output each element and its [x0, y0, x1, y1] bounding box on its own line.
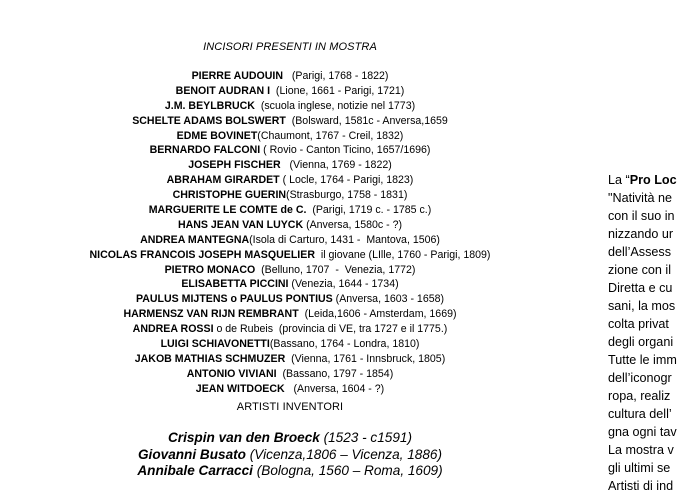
engraver-row	[0, 114, 580, 129]
engraver-name: CHRISTOPHE GUERIN	[172, 189, 287, 202]
engraver-row	[0, 203, 580, 218]
engraver-info: ( Locle, 1764 - Parigi, 1823)	[279, 174, 414, 187]
engraver-row	[0, 69, 580, 84]
description-line: zione con il	[608, 263, 672, 277]
description-line: con il suo in	[608, 209, 675, 223]
artist-row	[0, 430, 580, 447]
engraver-info: (Bassano, 1764 - Londra, 1810)	[269, 338, 420, 351]
engraver-name: PAULUS MIJTENS o PAULUS PONTIUS	[135, 293, 333, 306]
description-line: nizzando ur	[608, 227, 674, 241]
engraver-row	[0, 248, 580, 263]
engraver-name: JEAN WITDOECK	[195, 382, 285, 395]
engraver-row	[0, 307, 580, 322]
engraver-name: SCHELTE ADAMS BOLSWERT	[132, 114, 286, 127]
engraver-row	[0, 158, 580, 173]
engraver-row	[0, 129, 580, 144]
engraver-row	[0, 322, 580, 337]
engraver-row	[0, 99, 580, 114]
description-line: "Natività ne	[608, 191, 672, 205]
engraver-name: LUIGI SCHIAVONETTI	[160, 338, 270, 351]
artist-row	[0, 447, 580, 464]
engraver-name: ANDREA ROSSI	[132, 323, 214, 336]
engraver-row	[0, 143, 580, 158]
description-line: Diretta e cu	[608, 281, 673, 295]
engraver-info: (Vienna, 1769 - 1822)	[280, 159, 392, 172]
description-line: degli organi	[608, 335, 674, 349]
engraver-row	[0, 292, 580, 307]
engraver-name: JAKOB MATHIAS SCHMUZER	[134, 352, 286, 365]
artist-info: (1523 - c1591)	[319, 430, 413, 445]
engraver-row	[0, 277, 580, 292]
engraver-info: (Parigi, 1768 - 1822)	[283, 70, 389, 82]
engraver-info: (Parigi, 1719 c. - 1785 c.)	[306, 204, 432, 217]
engraver-name: BENOIT AUDRAN I	[175, 84, 271, 97]
engraver-info: (Lione, 1661 - Parigi, 1721)	[270, 84, 405, 97]
description-line: cultura dell’	[608, 407, 672, 421]
engraver-info: (Belluno, 1707 - Venezia, 1772)	[255, 263, 416, 276]
description-line: Artisti di ind	[608, 479, 674, 493]
description-lines	[608, 189, 680, 495]
artist-info: (Vicenza,1806 – Vicenza, 1886)	[246, 446, 442, 462]
engraver-row	[0, 263, 580, 278]
engraver-row	[0, 218, 580, 233]
engraver-name: HANS JEAN VAN LUYCK	[177, 218, 304, 231]
engraver-info: (Vienna, 1761 - Innsbruck, 1805)	[285, 352, 446, 365]
artist-name: Giovanni Busato	[137, 446, 246, 462]
description-line: ropa, realiz	[608, 389, 671, 403]
description-line: colta privat	[608, 317, 669, 331]
engraver-row	[0, 173, 580, 188]
engraver-info: (Strasburgo, 1758 - 1831)	[286, 189, 408, 202]
engraver-info: il giovane (LIlle, 1760 - Parigi, 1809)	[314, 248, 491, 261]
engraver-row	[0, 233, 580, 248]
engraver-name: PIERRE AUDOUIN	[191, 70, 284, 82]
description-line: Tutte le imm	[608, 353, 677, 367]
description-first-line	[608, 171, 680, 189]
description-first-prefix: La “	[608, 173, 630, 187]
artist-info: (Bologna, 1560 – Roma, 1609)	[252, 463, 443, 478]
engraver-name: PIETRO MONACO	[164, 263, 256, 276]
engraver-name: MARGUERITE LE COMTE de C.	[148, 204, 307, 217]
engraver-info: (Leida,1606 - Amsterdam, 1669)	[298, 308, 457, 321]
description-line: La mostra v	[608, 443, 674, 457]
engraver-name: ANTONIO VIVIANI	[186, 367, 277, 380]
artists-list	[0, 430, 580, 480]
engraver-info: (Anversa, 1580c - ?)	[303, 218, 403, 231]
engravers-heading: INCISORI PRESENTI IN MOSTRA	[203, 41, 377, 53]
engraver-name: ELISABETTA PICCINI	[181, 278, 289, 291]
engraver-info: (Anversa, 1604 - ?)	[284, 382, 385, 395]
engraver-info: (Anversa, 1603 - 1658)	[332, 293, 445, 306]
engraver-row	[0, 337, 580, 352]
artist-name: Crispin van den Broeck	[167, 430, 320, 445]
description-line: gna ogni tav	[608, 425, 677, 439]
engraver-info: ( Rovio - Canton Ticino, 1657/1696)	[260, 144, 431, 157]
engraver-info: (scuola inglese, notizie nel 1773)	[254, 99, 416, 112]
engraver-info: (Venezia, 1644 - 1734)	[288, 278, 399, 291]
engraver-row	[0, 382, 580, 397]
engravers-list	[0, 69, 580, 397]
engraver-name: BERNARDO FALCONI	[149, 144, 261, 157]
engraver-info: (Isola di Carturo, 1431 - Mantova, 1506)	[249, 233, 440, 246]
artist-row	[0, 463, 580, 480]
description-line: dell’iconogr	[608, 371, 672, 385]
engraver-row	[0, 367, 580, 382]
engraver-name: J.M. BEYLBRUCK	[164, 99, 255, 112]
engraver-info: (Chaumont, 1767 - Creil, 1832)	[257, 129, 404, 142]
artist-name: Annibale Carracci	[137, 463, 253, 478]
engraver-name: EDME BOVINET	[176, 129, 258, 142]
description-line: gli ultimi se	[608, 461, 671, 475]
engraver-row	[0, 352, 580, 367]
engraver-name: ANDREA MANTEGNA	[140, 233, 250, 246]
artists-heading: ARTISTI INVENTORI	[236, 401, 344, 413]
engraver-name: HARMENSZ VAN RIJN REMBRANT	[123, 308, 299, 321]
engraver-info: o de Rubeis (provincia di VE, tra 1727 e il 1775.)	[213, 323, 448, 336]
description-first-bold: Pro Loc	[629, 173, 677, 187]
description-line: dell’Assess	[608, 245, 671, 259]
description-line: sani, la mos	[608, 299, 676, 313]
engraver-info: (Bolsward, 1581c - Anversa,1659	[285, 114, 448, 127]
engraver-name: ABRAHAM GIRARDET	[166, 174, 280, 187]
engraver-name: NICOLAS FRANCOIS JOSEPH MASQUELIER	[89, 248, 315, 261]
engraver-row	[0, 188, 580, 203]
engraver-row	[0, 84, 580, 99]
engraver-info: (Bassano, 1797 - 1854)	[276, 367, 394, 380]
engraver-name: JOSEPH FISCHER	[188, 159, 281, 172]
description-text-column	[608, 171, 680, 493]
